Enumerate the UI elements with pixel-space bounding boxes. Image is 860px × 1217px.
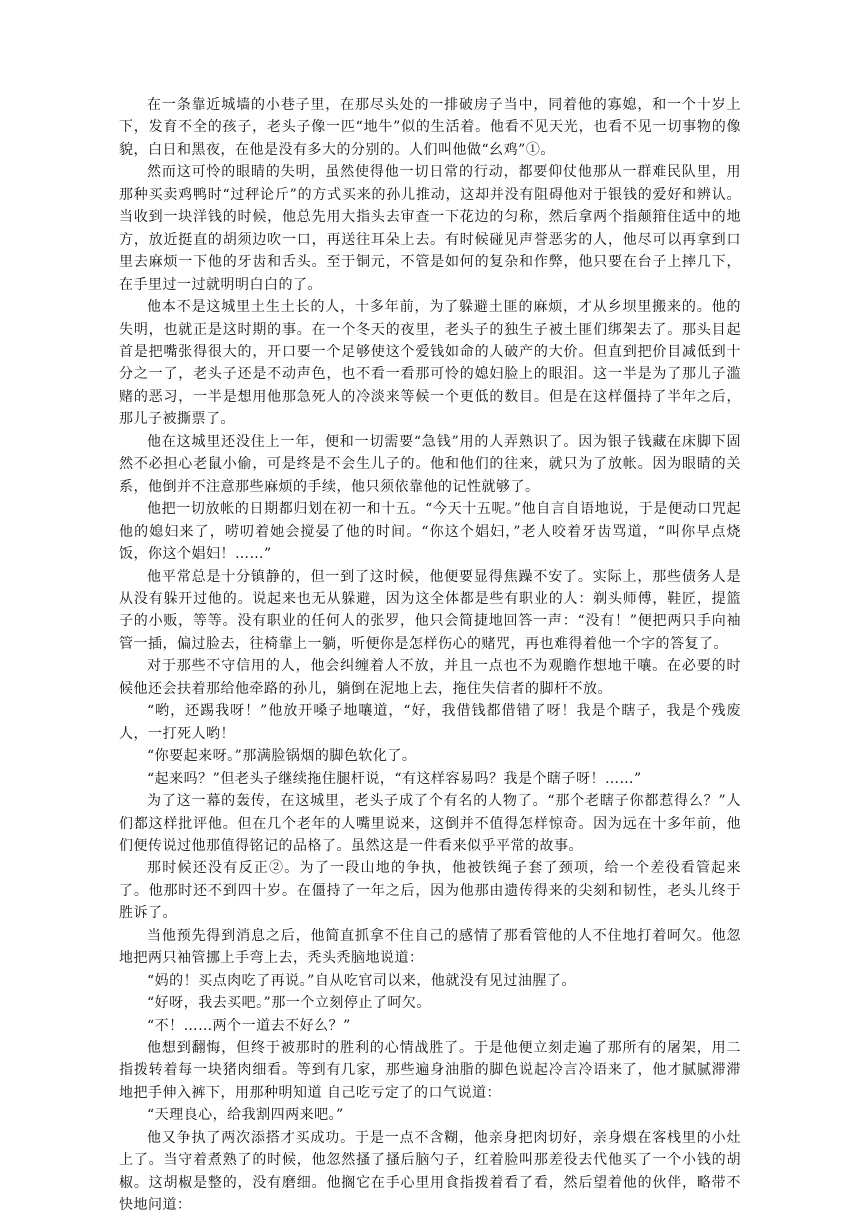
- paragraph: 对于那些不守信用的人，他会纠缠着人不放，并且一点也不为观瞻作想地干嚷。在必要的时候他还会扶着那给他牵路的孙儿，躺倒在泥地上去，拖住失信者的脚杆不放。: [119, 658, 741, 697]
- paragraph: 在一条靠近城墙的小巷子里，在那尽头处的一排破房子当中，同着他的寡媳，和一个十岁上下，发育不全的孩子，老头子像一匹“地牛”似的生活着。他看不见天光，也看不见一切事物的像貌，白日和黑夜，在他是没有多大的分别的。人们叫他做“幺鸡”①。: [119, 97, 741, 158]
- paragraph: “不！……两个一道去不好么？”: [147, 1017, 351, 1034]
- paragraph: “妈的！买点肉吃了再说。”自从吃官司以来，他就没有见过油腥了。: [147, 972, 576, 989]
- paragraph: “你要起来呀。”那满脸锅烟的脚色软化了。: [147, 748, 417, 765]
- paragraph: “哟，还踢我呀！”他放开嗓子地嚷道，“好，我借钱都借错了呀！我是个瞎子，我是个残废人，一打死人哟！: [119, 703, 741, 742]
- paragraph: “起来吗？”但老头子继续拖住腿杆说，“有这样容易吗？我是个瞎子呀！……”: [147, 770, 642, 787]
- paragraph: 然而这可怜的眼睛的失明，虽然使得他一切日常的行动，都要仰仗他那从一群难民队里，用那种买卖鸡鸭时“过秤论斤”的方式买来的孙儿推动，这却并没有阻碍他对于银钱的爱好和辨认。当收到一块洋钱的时候，他总先用大指头去审查一下花边的匀称，然后拿两个指颠箝住适中的地方，放近挺直的胡须边吹一口，再送往耳朵上去。有时候碰见声誉恶劣的人，他尽可以再拿到口里去麻烦一下他的牙齿和舌头。至于铜元，不管是如何的复杂和作弊，他只要在台子上摔几下，在手里过一过就明明白白的了。: [119, 164, 741, 293]
- paragraph: 那时候还没有反正②。为了一段山地的争执，他被铁绳子套了颈项，给一个差役看管起来了。他那时还不到四十岁。在僵持了一年之后，因为他那由遗传得来的尖刻和韧性，老头儿终于胜诉了。: [119, 860, 741, 922]
- paragraph: “天理良心，给我割四两来吧。”: [147, 1107, 344, 1124]
- paragraph: 他本不是这城里土生土长的人，十多年前，为了躲避土匪的麻烦，才从乡坝里搬来的。他的失明，也就正是这时期的事。在一个冬天的夜里，老头子的独生子被土匪们绑架去了。那头目起首是把嘴张得很大的，开口要一个足够使这个爱钱如命的人破产的大价。但直到把价目减低到十分之一了，老头子还是不动声色，也不看一看那可怜的媳妇脸上的眼泪。这一半是为了那儿子滥赌的恶习，一半是想用他那急死人的冷淡来等候一个更低的数目。但是在这样僵持了半年之后，那儿子被撕票了。: [119, 299, 741, 428]
- document-page: [119, 94, 741, 1217]
- paragraph: 他把一切放帐的日期都归划在初一和十五。“今天十五呢。”他自言自语地说，于是便动口咒起他的媳妇来了，唠叨着她会搅晏了他的时间。“你这个娼妇，”老人咬着牙齿骂道，“叫你早点烧饭，你这个娼妇！……”: [119, 501, 741, 563]
- paragraph: 他又争执了两次添搭才买成功。于是一点不含糊，他亲身把肉切好，亲身煨在客栈里的小灶上了。当守着煮熟了的时候，他忽然搔了搔后脑勺子，红着脸叫那差役去代他买了一个小钱的胡椒。这胡椒是整的，没有磨细。他搁它在手心里用食指拨着看了看，然后望着他的伙伴，略带不快地问道：: [119, 1129, 741, 1214]
- paragraph: 为了这一幕的轰传，在这城里，老头子成了个有名的人物了。“那个老瞎子你都惹得么？”人们都这样批评他。但在几个老年的人嘴里说来，这倒并不值得怎样惊奇。因为远在十多年前，他们便传说过他那值得铭记的品格了。虽然这是一件看来似乎平常的故事。: [119, 793, 741, 854]
- paragraph: 当他预先得到消息之后，他简直抓拿不住自己的感情了那看管他的人不住地打着呵欠。他忽地把两只袖管挪上手弯上去，秃头秃脑地说道：: [119, 927, 741, 967]
- paragraph: 他想到翻悔，但终于被那时的胜利的心情战胜了。于是他便立刻走遍了那所有的屠架，用二指拨转着每一块猪肉细看。等到有几家，那些遍身油脂的脚色说起冷言冷语来了，他才腻腻滞滞地把手伸入裤下，用那种明知道 自己吃亏定了的口气说道：: [119, 1040, 741, 1101]
- paragraph: 他平常总是十分镇静的，但一到了这时候，他便要显得焦躁不安了。实际上，那些债务人是从没有躲开过他的。说起来也无从躲避，因为这全体都是些有职业的人：剃头师傅，鞋匠，提篮子的小贩，等等。没有职业的任何人的张罗，他只会简捷地回答一声：“没有！”便把两只手向袖管一插，偏过脸去，往椅靠上一躺，听便你是怎样伤心的赌咒，再也难得着他一个字的答复了。: [119, 568, 741, 652]
- paragraph: “好呀，我去买吧。”那一个立刻停止了呵欠。: [147, 995, 431, 1012]
- paragraph: 他在这城里还没住上一年，便和一切需要“急钱”用的人弄熟识了。因为银子钱藏在床脚下固然不必担心老鼠小偷，可是终是不会生儿子的。他和他们的往来，就只为了放帐。因为眼睛的关系，他倒并不注意那些麻烦的手续，他只须依靠他的记性就够了。: [119, 433, 741, 495]
